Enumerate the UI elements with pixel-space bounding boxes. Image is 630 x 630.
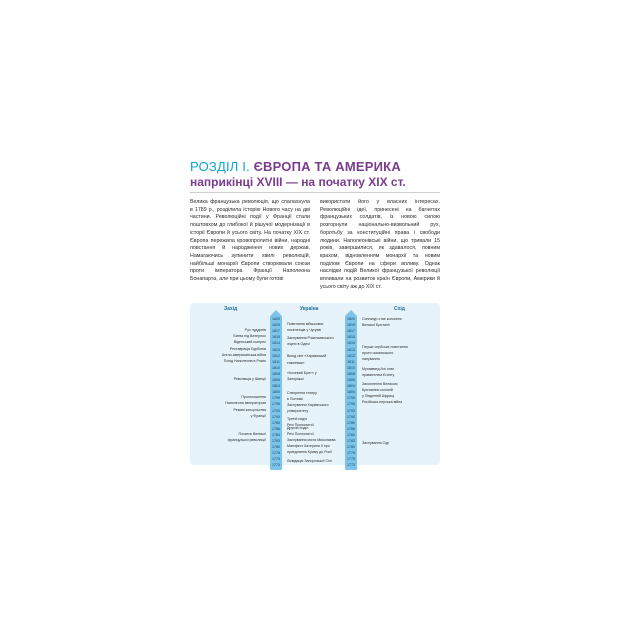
timeline-year: 1819: [272, 323, 280, 328]
timeline-year: 1780: [347, 445, 355, 450]
timeline-year: 1773: [272, 463, 280, 468]
timeline-year: 1806: [347, 378, 355, 382]
timeline-event-east: Британією колоній: [362, 387, 393, 392]
timeline-event-ukr: Третій поділ: [287, 416, 308, 421]
timeline-event-east: проти османського: [362, 351, 394, 356]
timeline-event-ukr: приєднання Криму до Росії: [287, 450, 333, 455]
timeline-year: 1784: [347, 432, 355, 437]
timeline-header-ukraine: Україна: [300, 306, 319, 312]
timeline-event-east: панування: [362, 357, 380, 362]
timeline-year: 1804: [272, 384, 280, 389]
timeline-event-ukr: Ліквідація Запорозької Січі: [287, 459, 332, 464]
timeline-year: 1795: [272, 402, 280, 407]
timeline-year: 1793: [347, 408, 355, 413]
timeline-year: 1783: [347, 439, 355, 443]
timeline-year: 1786: [272, 426, 280, 431]
intro-paragraph-left: Велика французька революція, що спалахнула в 1789 р., розділила історію Нового часу на дві частини. Революційні події у Франції стали поштовхом до глибокої й рішучої модернізації в історії Європи й усього світу. На початку XIX ст. Європа пережила кровопролитні війни, народні повстання й народження нових держав. Намагаючись зупинити хвилі революцій, найбільші монархії Європи створювали союзи проти імператора Франції Наполеона Бонапарта, але при цьому були готові: [190, 199, 310, 283]
timeline-year: 1820: [347, 317, 355, 321]
timeline-year: 1778: [272, 451, 280, 456]
timeline-header-east: Схід: [394, 306, 405, 312]
timeline-year: 1775: [272, 457, 280, 462]
timeline-event-east: Великої Британії: [362, 323, 390, 328]
timeline-year: 1814: [272, 341, 280, 346]
timeline-event-east: у Південній Африці: [362, 394, 395, 399]
intro-text-left-column: [190, 199, 310, 284]
timeline-event-west: французької революції: [227, 438, 266, 442]
timeline-event-west: Рух луддитів: [244, 328, 266, 333]
timeline-year: 1800: [272, 390, 280, 395]
timeline-year: 1815: [272, 335, 280, 340]
timeline-year: 1817: [347, 329, 355, 334]
timeline-year: 1808: [347, 371, 355, 376]
timeline-event-west: Похід Наполеона в Росію: [223, 358, 266, 363]
timeline-event-ukr: Заснування Рішельєвського: [287, 336, 334, 341]
timeline-year: 1789: [272, 420, 280, 425]
timeline-year: 1784: [272, 432, 280, 437]
timeline-year: 1783: [272, 439, 280, 443]
timeline-year: 1819: [347, 323, 355, 328]
timeline-event-ukr: Речі Посполитої: [287, 431, 314, 436]
timeline-event-ukr: Повстання військових: [287, 322, 324, 327]
timeline-event-west: Початок Великої: [238, 431, 266, 436]
timeline-year: 1806: [272, 378, 280, 382]
timeline-event-ukr: в Полтаві: [287, 397, 303, 402]
heading-divider: [190, 192, 440, 193]
timeline-event-ukr: тижневик»: [287, 360, 305, 365]
timeline-header-west: Захід: [224, 306, 238, 312]
timeline-event-east: Перше сербське повстання: [362, 345, 408, 350]
timeline-event-ukr: Запоріжжі: [287, 377, 304, 381]
timeline-year: 1789: [347, 420, 355, 425]
timeline-year: 1810: [347, 365, 355, 370]
timeline-year: 1780: [272, 445, 280, 450]
timeline-year: 1812: [347, 353, 355, 358]
timeline-year: 1804: [347, 384, 355, 389]
timeline-event-ukr: Речі Посполитої: [287, 422, 314, 427]
timeline-event-ukr: Створення театру: [287, 391, 317, 396]
timeline-event-west: Наполеона імператором: [225, 401, 266, 406]
timeline-year: 1812: [272, 353, 280, 358]
timeline-event-east: Російсько-перська війна: [362, 400, 403, 405]
heading-line-1: [190, 159, 440, 175]
intro-paragraph-right: використати його у власних інтересах. Революційні ідеї, принесені на багнетах французьких солдатів, із новою силою розгорнули національно-визвольний рух, боротьбу за конституційні права і свободи людини. Наполеонівські війни, що тривали 15 років, завершилися, як здавалося, повним крахом, відновленням монархії та новим поділом Європи на сфери впливу. Однак наслідки подій Великої французької революції впливали на розвиток країн Європи, Америки й усього світу аж до XIX ст.: [320, 199, 440, 290]
timeline-event-ukr: «Кочевий Брит» у: [287, 370, 317, 375]
timeline-year: 1775: [347, 457, 355, 462]
timeline-event-west: Віденський конгрес: [233, 340, 266, 345]
timeline-event-east: Мухаммед Алі стає: [362, 366, 395, 371]
timeline-event-ukr: Заснування Харківського: [287, 403, 329, 408]
timeline-year: 1790: [347, 414, 355, 419]
timeline-event-west: Англо-американська війна: [221, 352, 266, 357]
timeline-year: 1810: [272, 365, 280, 370]
timeline-year: 1814: [347, 341, 355, 346]
timeline-year: 1778: [347, 451, 355, 456]
timeline-event-ukr: Вихід світ «Харківський: [287, 354, 327, 359]
timeline-event-east: Сингапур стає колонією: [362, 317, 402, 322]
timeline-event-ukr: поселенців у Чугуєві: [287, 328, 322, 333]
timeline-year: 1799: [272, 396, 280, 401]
timeline-year: 1799: [347, 396, 355, 401]
intro-text-right-column: [320, 199, 440, 291]
timeline-event-ukr: Заснування міста Миколаєва: [287, 438, 336, 442]
timeline-year: 1811: [347, 359, 355, 364]
timeline-year: 1800: [347, 390, 355, 395]
timeline-event-east: Заснування Сіді: [362, 441, 389, 446]
timeline-year: 1793: [272, 408, 280, 413]
timeline-year: 1820: [272, 317, 280, 321]
timeline-year: 1815: [347, 335, 355, 340]
timeline-year: 1786: [347, 426, 355, 431]
section-prefix: РОЗДІЛ І.: [190, 159, 250, 174]
timeline-year: 1817: [272, 329, 280, 334]
timeline-year: 1795: [347, 402, 355, 407]
section-subtitle: наприкінці XVIII — на початку XIX ст.: [190, 175, 406, 189]
timeline-event-east: правителем Єгипту: [362, 372, 395, 377]
section-title: ЄВРОПА ТА АМЕРИКА: [253, 159, 401, 174]
timeline-year: 1813: [272, 347, 280, 352]
timeline-event-west: Революція у Швеції: [233, 377, 266, 381]
timeline-event-east: Захоплення Великою: [362, 381, 398, 386]
timeline-event-ukr: Маніфест Катерини II про: [287, 444, 330, 449]
timeline-event-ukr: Другий поділ: [287, 425, 309, 430]
timeline-event-west: Реставрація Бурбонів: [229, 346, 266, 351]
timeline-event-ukr: ліцею в Одесі: [287, 342, 310, 347]
section-heading: [190, 159, 440, 190]
timeline-year: 1790: [272, 414, 280, 419]
timeline-year: 1773: [347, 463, 355, 468]
timeline-year: 1811: [272, 359, 280, 364]
timeline-event-west: у Франції: [250, 413, 266, 418]
timeline-event-west: Битва під Ватерлоо: [233, 334, 266, 339]
timeline-event-west: Режим консульства: [233, 407, 266, 412]
timeline-year: 1813: [347, 347, 355, 352]
timeline-year: 1808: [272, 371, 280, 376]
timeline-event-west: Проголошення: [241, 395, 266, 400]
timeline-event-ukr: університету: [287, 409, 309, 414]
